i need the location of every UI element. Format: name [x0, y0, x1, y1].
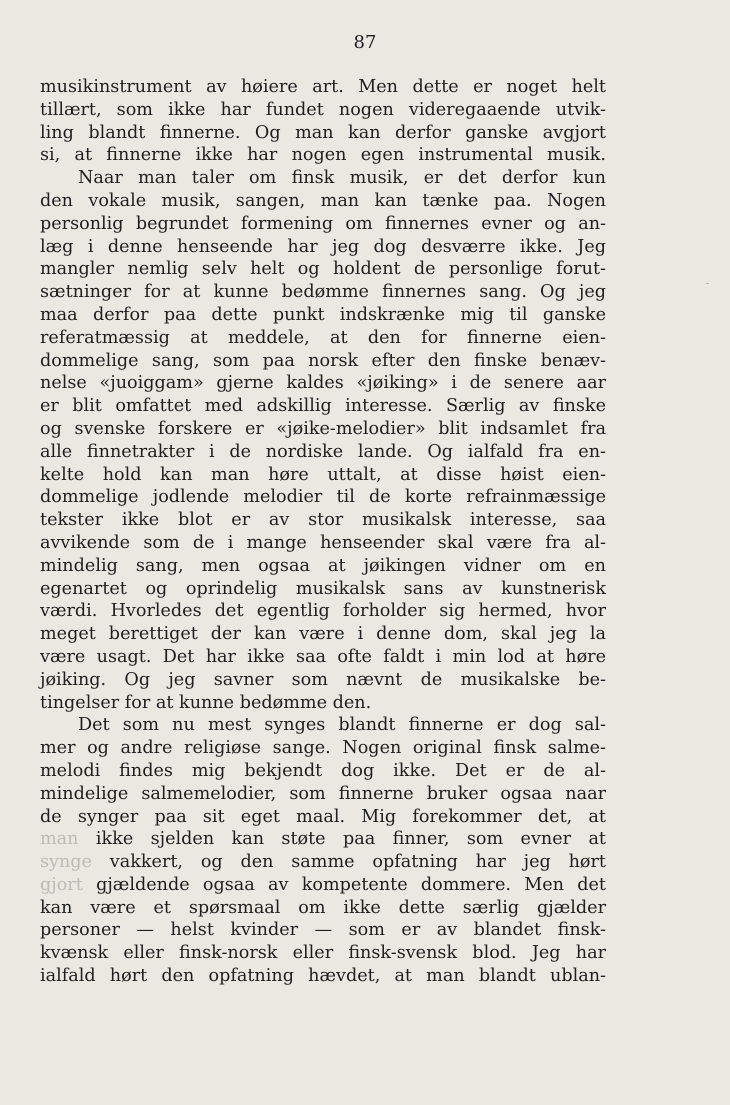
text-line: ialfald hørt den opfatning hævdet, at man blandt ublan- — [40, 966, 606, 987]
faded-word: gjort — [40, 874, 83, 895]
text-line: personlig begrundet formening om finnernes evner og an- — [40, 213, 606, 234]
faded-word: synge — [40, 852, 92, 873]
text-line: meget berettiget der kan være i denne dom, skal jeg la — [40, 624, 606, 645]
text-line: kan være et spørsmaal om ikke dette særlig gjælder — [40, 897, 606, 918]
text-line: ling blandt finnerne. Og man kan derfor ganske avgjort — [40, 122, 606, 143]
text-line-rest: vakkert, og den samme opfatning har jeg hørt — [109, 852, 606, 873]
text-line — [40, 828, 606, 851]
text-line: være usagt. Det har ikke saa ofte faldt i min lod at høre — [40, 646, 606, 667]
text-line: nelse «juoiggam» gjerne kaldes «jøiking» i de senere aar — [40, 373, 606, 394]
text-line: mindelig sang, men ogsaa at jøikingen vidner om en — [40, 555, 606, 576]
text-line: egenartet og oprindelig musikalsk sans av kunstnerisk — [40, 578, 606, 599]
text-line: musikinstrument av høiere art. Men dette er noget helt — [40, 77, 606, 97]
text-line: mindelige salmemelodier, som finnerne bruker ogsaa naar — [40, 783, 606, 804]
text-line: mer og andre religiøse sange. Nogen original finsk salme- — [40, 738, 606, 759]
text-line: alle finnetrakter i de nordiske lande. Og ialfald fra en- — [40, 441, 606, 462]
margin-mark — [706, 283, 709, 284]
text-line: sætninger for at kunne bedømme finnernes sang. Og jeg — [40, 282, 606, 303]
page-number: 87 — [353, 32, 377, 53]
text-line: og svenske forskere er «jøike-melodier» blit indsamlet fra — [40, 418, 606, 439]
text-line: jøiking. Og jeg savner som nævnt de musikalske be- — [40, 669, 606, 690]
text-line: værdi. Hvorledes det egentlig forholder sig hermed, hvor — [40, 601, 606, 622]
body-text — [40, 76, 606, 988]
faded-word: man — [40, 829, 79, 850]
text-line: tingelser for at kunne bedømme den. — [40, 692, 372, 713]
text-line-rest: gjældende ogsaa av kompetente dommere. Men det — [96, 874, 606, 895]
text-line: mangler nemlig selv helt og holdent de personlige forut- — [40, 259, 606, 280]
text-line: Det som nu mest synges blandt finnerne er dog sal- — [78, 715, 606, 736]
text-line: er blit omfattet med adskillig interesse. Særlig av finske — [40, 396, 606, 417]
text-line: melodi findes mig bekjendt dog ikke. Det er de al- — [40, 760, 606, 781]
text-line: læg i denne henseende har jeg dog desværre ikke. Jeg — [40, 236, 606, 257]
text-line: personer — helst kvinder — som er av blandet finsk- — [40, 920, 606, 941]
text-line: Naar man taler om finsk musik, er det derfor kun — [78, 168, 606, 189]
text-line — [40, 851, 606, 874]
text-line: kelte hold kan man høre uttalt, at disse høist eien- — [40, 464, 606, 485]
text-line: avvikende som de i mange henseender skal være fra al- — [40, 532, 606, 553]
text-line: dommelige jodlende melodier til de korte refrainmæssige — [40, 487, 606, 508]
text-line: tekster ikke blot er av stor musikalsk interesse, saa — [40, 510, 606, 531]
text-line — [40, 874, 606, 897]
text-line: tillært, som ikke har fundet nogen videregaaende utvik- — [40, 99, 606, 120]
text-line: kvænsk eller finsk-norsk eller finsk-svensk blod. Jeg har — [40, 943, 606, 964]
text-line: de synger paa sit eget maal. Mig forekommer det, at — [40, 806, 606, 827]
text-line: maa derfor paa dette punkt indskrænke mig til ganske — [40, 304, 606, 325]
text-line: referatmæssig at meddele, at den for finnerne eien- — [40, 327, 606, 348]
text-line-rest: ikke sjelden kan støte paa finner, som evner at — [95, 829, 606, 850]
text-line: si, at finnerne ikke har nogen egen instrumental musik. — [40, 145, 606, 166]
text-line: dommelige sang, som paa norsk efter den finske benæv- — [40, 350, 606, 371]
text-line: den vokale musik, sangen, man kan tænke paa. Nogen — [40, 190, 606, 211]
